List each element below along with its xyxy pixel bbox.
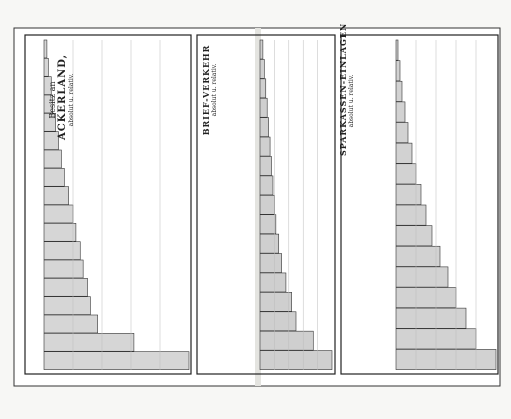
bar (396, 205, 426, 225)
bar (260, 195, 274, 214)
acker-title-block (48, 53, 88, 140)
bar (396, 308, 466, 328)
bar (260, 273, 286, 292)
acker-title-main: ACKERLAND, (57, 53, 68, 140)
bar (260, 156, 272, 175)
bar (44, 297, 90, 315)
spar-title-block (338, 22, 364, 156)
bar (44, 260, 83, 278)
bar (396, 184, 421, 204)
acker-title-sub: absolut u. relativ. (68, 73, 75, 127)
bar (396, 143, 412, 163)
bar (44, 223, 76, 241)
bar (44, 150, 61, 168)
bar (260, 176, 273, 195)
bar (260, 137, 270, 156)
bar (260, 40, 263, 59)
bar (396, 226, 432, 246)
bar (260, 312, 296, 331)
bar (260, 98, 267, 117)
bar (44, 242, 80, 260)
brief-title-main: BRIEF-VERKEHR (201, 44, 211, 136)
bar (260, 234, 279, 253)
bar (260, 254, 282, 273)
bar (44, 352, 189, 370)
bar (44, 168, 64, 186)
brief-title-sub: absolut u. relativ. (211, 63, 218, 117)
bar (260, 331, 313, 350)
bar (396, 102, 405, 122)
bar (44, 315, 98, 333)
bar (396, 81, 402, 101)
bar (260, 59, 264, 78)
bar (260, 215, 276, 234)
bar (396, 61, 400, 81)
brief-title-block (201, 43, 229, 137)
bar (396, 40, 398, 60)
bar (44, 333, 134, 351)
acker-title-top: Besitz an (48, 81, 57, 119)
bar (396, 123, 408, 143)
bar (260, 351, 332, 370)
bar (260, 292, 292, 311)
bar (396, 246, 440, 266)
bar (44, 205, 73, 223)
bar (260, 79, 266, 98)
bar (396, 164, 416, 184)
spar-title-sub: absolut u. relativ. (348, 74, 355, 128)
bar (44, 40, 47, 58)
bar (260, 118, 269, 137)
bar (44, 278, 88, 296)
spar-title-main: SPARKASSEN-EINLAGEN (338, 22, 348, 156)
bar (396, 349, 496, 369)
bar (396, 267, 448, 287)
bar (44, 187, 69, 205)
bar (396, 288, 456, 308)
